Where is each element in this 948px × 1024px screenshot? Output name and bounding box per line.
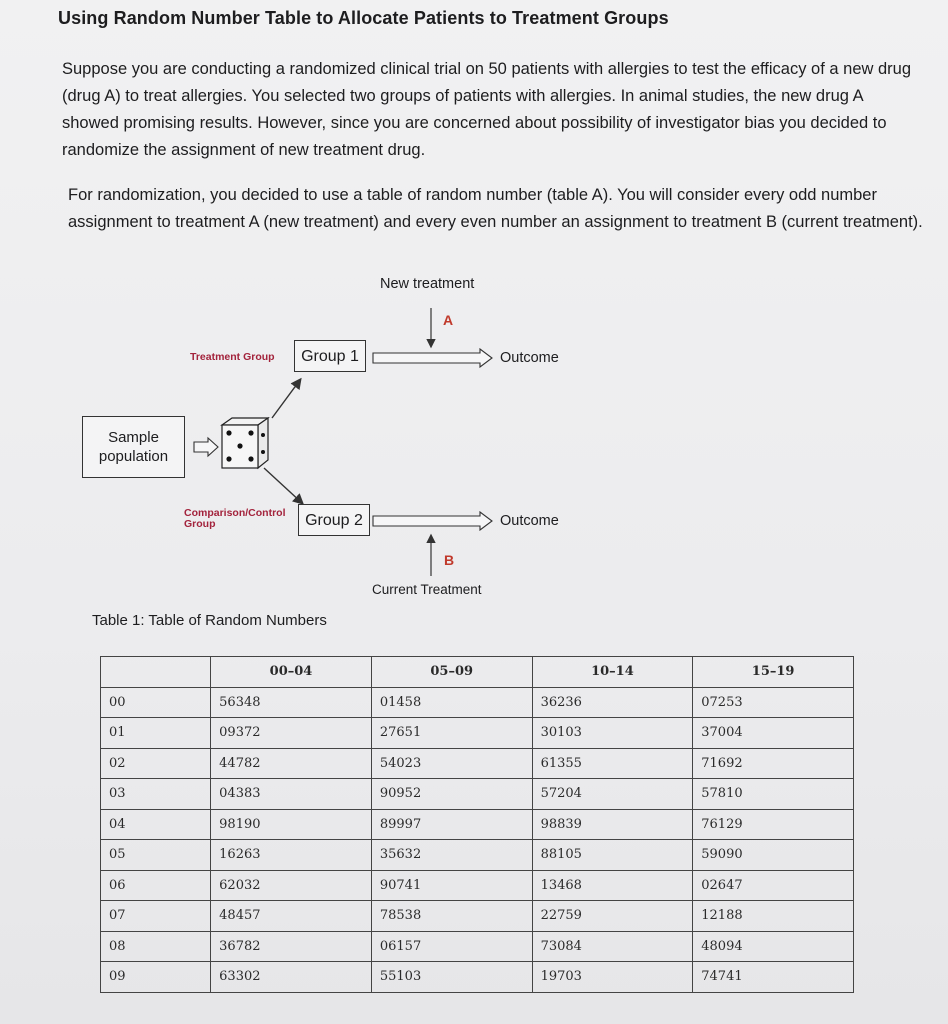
table-cell: 63302 — [211, 962, 372, 993]
table-cell: 27651 — [371, 718, 532, 749]
row-label: 05 — [101, 840, 211, 871]
table-cell: 57810 — [693, 779, 854, 810]
table-cell: 89997 — [371, 809, 532, 840]
intro-paragraph: Suppose you are conducting a randomized clinical trial on 50 patients with allergies to test the efficacy of a new drug (drug A) to treat allergies. You selected two groups of patients with allergies. In animal studies, the new drug A showed promising results. However, since you are concerned about possibility of investigator bias you decided to randomize the assignment of new treatment drug. — [62, 60, 912, 159]
current-treatment-label: Current Treatment — [372, 582, 482, 597]
table-header-row — [101, 657, 854, 688]
randomization-paragraph: For randomization, you decided to use a table of random number (table A). You will consider every odd number assignment to treatment A (new treatment) and every even number an assignment to treatment B (current treatment). — [68, 186, 923, 231]
table-cell: 36782 — [211, 931, 372, 962]
row-label: 02 — [101, 748, 211, 779]
table-cell: 09372 — [211, 718, 372, 749]
table-row — [101, 901, 854, 932]
arrow-sample-dice — [194, 438, 218, 456]
new-treatment-label: New treatment — [380, 276, 475, 292]
table-cell: 98839 — [532, 809, 693, 840]
table-cell: 37004 — [693, 718, 854, 749]
group1-box: Group 1 — [294, 340, 366, 372]
table-cell: 57204 — [532, 779, 693, 810]
table-cell: 36236 — [532, 687, 693, 718]
table-cell: 55103 — [371, 962, 532, 993]
table-cell: 62032 — [211, 870, 372, 901]
row-label: 01 — [101, 718, 211, 749]
column-header: 15–19 — [693, 657, 854, 688]
table-cell: 90952 — [371, 779, 532, 810]
table-cell: 16263 — [211, 840, 372, 871]
table-cell: 56348 — [211, 687, 372, 718]
column-header: 10–14 — [532, 657, 693, 688]
table-cell: 02647 — [693, 870, 854, 901]
table-cell: 59090 — [693, 840, 854, 871]
table-cell: 61355 — [532, 748, 693, 779]
treatment-a-letter: A — [443, 312, 454, 328]
page-title: Using Random Number Table to Allocate Patients to Treatment Groups — [58, 8, 669, 28]
treatment-group-label: Treatment Group — [190, 351, 275, 363]
table-cell: 48094 — [693, 931, 854, 962]
sample-population-box: Sample population — [82, 416, 185, 478]
table-cell: 90741 — [371, 870, 532, 901]
dice-icon — [222, 418, 268, 468]
table-row — [101, 748, 854, 779]
row-label: 06 — [101, 870, 211, 901]
table-row — [101, 962, 854, 993]
treatment-b-letter: B — [444, 552, 455, 568]
table-row — [101, 779, 854, 810]
table-cell: 04383 — [211, 779, 372, 810]
table-cell: 74741 — [693, 962, 854, 993]
table-cell: 54023 — [371, 748, 532, 779]
column-header: 00–04 — [211, 657, 372, 688]
table-cell: 71692 — [693, 748, 854, 779]
comparison-group-label: Comparison/Control Group — [184, 507, 286, 530]
table-cell: 44782 — [211, 748, 372, 779]
outcome1-label: Outcome — [500, 350, 559, 366]
table-cell: 88105 — [532, 840, 693, 871]
row-label: 08 — [101, 931, 211, 962]
table-cell: 78538 — [371, 901, 532, 932]
table-row — [101, 931, 854, 962]
row-label: 00 — [101, 687, 211, 718]
table-row — [101, 809, 854, 840]
arrow-group1-outcome — [373, 349, 492, 367]
table-cell: 13468 — [532, 870, 693, 901]
table-cell: 07253 — [693, 687, 854, 718]
table-cell: 73084 — [532, 931, 693, 962]
table-cell: 01458 — [371, 687, 532, 718]
table-cell: 76129 — [693, 809, 854, 840]
row-label: 03 — [101, 779, 211, 810]
table-caption: Table 1: Table of Random Numbers — [92, 612, 327, 629]
arrow-group2-outcome — [373, 512, 492, 530]
random-numbers-table — [100, 656, 854, 993]
column-header: 05–09 — [371, 657, 532, 688]
table-cell: 35632 — [371, 840, 532, 871]
group2-box: Group 2 — [298, 504, 370, 536]
table-cell: 06157 — [371, 931, 532, 962]
table-cell: 30103 — [532, 718, 693, 749]
row-label: 09 — [101, 962, 211, 993]
outcome2-label: Outcome — [500, 513, 559, 529]
table-row — [101, 870, 854, 901]
table-cell: 48457 — [211, 901, 372, 932]
arrow-to-group1 — [272, 380, 300, 418]
arrow-to-group2 — [264, 468, 302, 503]
table-cell: 12188 — [693, 901, 854, 932]
table-cell: 19703 — [532, 962, 693, 993]
table-cell: 98190 — [211, 809, 372, 840]
table-cell: 22759 — [532, 901, 693, 932]
column-header — [101, 657, 211, 688]
table-row — [101, 687, 854, 718]
table-row — [101, 718, 854, 749]
row-label: 04 — [101, 809, 211, 840]
row-label: 07 — [101, 901, 211, 932]
table-row — [101, 840, 854, 871]
study-design-diagram — [0, 270, 948, 610]
